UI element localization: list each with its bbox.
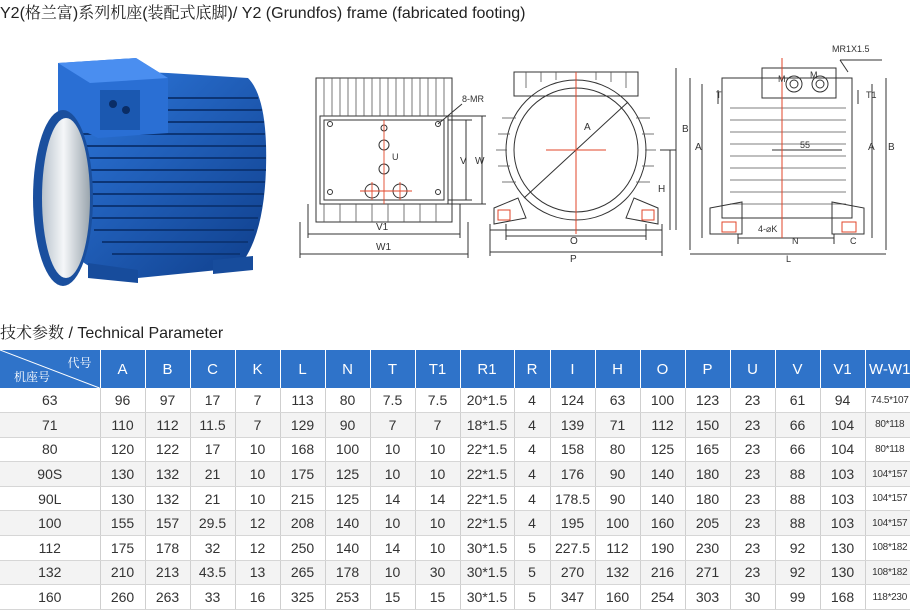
label-b-right: B — [888, 142, 895, 153]
table-cell: 132 — [145, 462, 190, 487]
frame-number-cell: 112 — [0, 536, 100, 561]
table-cell: 178 — [145, 536, 190, 561]
table-cell: 125 — [325, 462, 370, 487]
table-row — [0, 536, 910, 561]
table-cell: 5 — [514, 560, 550, 585]
label-m-left: M — [778, 74, 786, 84]
label-p: P — [570, 254, 577, 264]
table-cell: 23 — [730, 536, 775, 561]
table-cell: 4 — [514, 511, 550, 536]
label-mr1: MR1X1.5 — [832, 44, 870, 54]
table-cell: 23 — [730, 462, 775, 487]
table-cell: 178 — [325, 560, 370, 585]
table-cell: 325 — [280, 585, 325, 610]
table-cell: 80 — [595, 437, 640, 462]
table-cell: 103 — [820, 486, 865, 511]
frame-number-cell: 90S — [0, 462, 100, 487]
table-cell: 108*182 — [865, 536, 910, 561]
col-header: K — [235, 350, 280, 388]
table-cell: 90 — [325, 413, 370, 438]
col-header: W-W1 — [865, 350, 910, 388]
table-row — [0, 486, 910, 511]
table-cell: 195 — [550, 511, 595, 536]
table-cell: 80*118 — [865, 437, 910, 462]
table-cell: 5 — [514, 585, 550, 610]
table-cell: 63 — [595, 388, 640, 413]
table-cell: 176 — [550, 462, 595, 487]
label-4-k: 4-⌀K — [758, 224, 778, 234]
table-cell: 110 — [100, 413, 145, 438]
table-cell: 80 — [325, 388, 370, 413]
table-cell: 20*1.5 — [460, 388, 514, 413]
table-cell: 130 — [820, 536, 865, 561]
table-cell: 160 — [595, 585, 640, 610]
table-cell: 22*1.5 — [460, 462, 514, 487]
table-cell: 7 — [235, 388, 280, 413]
label-o: O — [570, 236, 578, 247]
table-cell: 88 — [775, 462, 820, 487]
motor-frame-image — [18, 38, 280, 288]
label-b-left: B — [682, 124, 689, 135]
col-header: L — [280, 350, 325, 388]
col-header: P — [685, 350, 730, 388]
table-row — [0, 388, 910, 413]
table-cell: 175 — [280, 462, 325, 487]
table-cell: 108*182 — [865, 560, 910, 585]
table-row — [0, 560, 910, 585]
table-cell: 205 — [685, 511, 730, 536]
col-header: O — [640, 350, 685, 388]
table-cell: 23 — [730, 511, 775, 536]
col-header: R — [514, 350, 550, 388]
col-header: T — [370, 350, 415, 388]
table-cell: 104*157 — [865, 486, 910, 511]
frame-number-cell: 71 — [0, 413, 100, 438]
table-cell: 347 — [550, 585, 595, 610]
table-cell: 7.5 — [415, 388, 460, 413]
table-cell: 66 — [775, 437, 820, 462]
table-cell: 11.5 — [190, 413, 235, 438]
table-cell: 30*1.5 — [460, 536, 514, 561]
table-cell: 265 — [280, 560, 325, 585]
table-cell: 10 — [415, 511, 460, 536]
side-view-drawing — [682, 38, 910, 264]
label-h: H — [658, 184, 666, 195]
table-cell: 158 — [550, 437, 595, 462]
table-body — [0, 388, 910, 609]
table-cell: 30*1.5 — [460, 585, 514, 610]
table-cell: 23 — [730, 560, 775, 585]
col-header: N — [325, 350, 370, 388]
table-cell: 208 — [280, 511, 325, 536]
table-cell: 43.5 — [190, 560, 235, 585]
table-cell: 100 — [640, 388, 685, 413]
table-cell: 21 — [190, 462, 235, 487]
table-cell: 90 — [595, 486, 640, 511]
table-cell: 4 — [514, 462, 550, 487]
table-cell: 99 — [775, 585, 820, 610]
table-cell: 71 — [595, 413, 640, 438]
table-cell: 23 — [730, 486, 775, 511]
parameter-table — [0, 350, 910, 610]
top-view-drawing — [296, 58, 490, 264]
table-cell: 33 — [190, 585, 235, 610]
table-cell: 122 — [145, 437, 190, 462]
front-view-drawing — [486, 58, 682, 264]
label-a: A — [584, 122, 591, 133]
label-n: N — [792, 236, 799, 246]
table-cell: 178.5 — [550, 486, 595, 511]
table-cell: 303 — [685, 585, 730, 610]
table-cell: 94 — [820, 388, 865, 413]
table-cell: 30 — [415, 560, 460, 585]
table-cell: 250 — [280, 536, 325, 561]
table-cell: 129 — [280, 413, 325, 438]
table-cell: 180 — [685, 486, 730, 511]
label-t1: T1 — [866, 90, 877, 100]
table-cell: 270 — [550, 560, 595, 585]
table-cell: 92 — [775, 560, 820, 585]
table-cell: 12 — [235, 511, 280, 536]
table-cell: 10 — [370, 511, 415, 536]
table-cell: 17 — [190, 437, 235, 462]
label-l: L — [786, 254, 792, 264]
table-cell: 124 — [550, 388, 595, 413]
table-cell: 22*1.5 — [460, 486, 514, 511]
frame-number-cell: 80 — [0, 437, 100, 462]
col-header: R1 — [460, 350, 514, 388]
table-cell: 150 — [685, 413, 730, 438]
table-cell: 180 — [685, 462, 730, 487]
table-cell: 140 — [640, 486, 685, 511]
table-cell: 29.5 — [190, 511, 235, 536]
label-u: U — [392, 152, 399, 162]
table-cell: 96 — [100, 388, 145, 413]
table-cell: 61 — [775, 388, 820, 413]
table-cell: 227.5 — [550, 536, 595, 561]
table-cell: 17 — [190, 388, 235, 413]
table-row — [0, 413, 910, 438]
table-cell: 92 — [775, 536, 820, 561]
label-c: C — [850, 236, 857, 246]
table-cell: 215 — [280, 486, 325, 511]
table-cell: 113 — [280, 388, 325, 413]
table-cell: 100 — [595, 511, 640, 536]
table-cell: 23 — [730, 437, 775, 462]
frame-number-cell: 132 — [0, 560, 100, 585]
table-cell: 80*118 — [865, 413, 910, 438]
table-cell: 97 — [145, 388, 190, 413]
table-cell: 10 — [235, 486, 280, 511]
table-cell: 104 — [820, 437, 865, 462]
table-cell: 4 — [514, 437, 550, 462]
page-title: Y2(格兰富)系列机座(装配式底脚)/ Y2 (Grundfos) frame (fabricated footing) — [0, 5, 526, 22]
table-cell: 253 — [325, 585, 370, 610]
table-cell: 10 — [370, 462, 415, 487]
table-cell: 190 — [640, 536, 685, 561]
table-cell: 14 — [415, 486, 460, 511]
table-cell: 112 — [595, 536, 640, 561]
section-subtitle: 技术参数 / Technical Parameter — [0, 325, 224, 342]
table-row — [0, 437, 910, 462]
table-cell: 32 — [190, 536, 235, 561]
table-cell: 125 — [640, 437, 685, 462]
table-cell: 10 — [415, 437, 460, 462]
table-cell: 254 — [640, 585, 685, 610]
table-cell: 130 — [100, 486, 145, 511]
label-v1: V1 — [376, 222, 389, 233]
table-cell: 22*1.5 — [460, 437, 514, 462]
header-corner — [0, 350, 100, 388]
table-cell: 14 — [370, 536, 415, 561]
table-cell: 15 — [370, 585, 415, 610]
table-cell: 10 — [235, 437, 280, 462]
table-cell: 100 — [325, 437, 370, 462]
table-cell: 271 — [685, 560, 730, 585]
table-cell: 90 — [595, 462, 640, 487]
table-cell: 130 — [100, 462, 145, 487]
table-cell: 155 — [100, 511, 145, 536]
table-cell: 4 — [514, 486, 550, 511]
label-w1: W1 — [376, 242, 391, 253]
table-cell: 10 — [235, 462, 280, 487]
table-cell: 5 — [514, 536, 550, 561]
col-header: V1 — [820, 350, 865, 388]
table-cell: 175 — [100, 536, 145, 561]
table-cell: 30*1.5 — [460, 560, 514, 585]
table-cell: 140 — [640, 462, 685, 487]
table-cell: 120 — [100, 437, 145, 462]
table-cell: 112 — [640, 413, 685, 438]
corner-code-label: 代号 — [67, 356, 92, 370]
col-header: T1 — [415, 350, 460, 388]
col-header: U — [730, 350, 775, 388]
table-cell: 168 — [820, 585, 865, 610]
table-cell: 18*1.5 — [460, 413, 514, 438]
table-cell: 139 — [550, 413, 595, 438]
table-cell: 104*157 — [865, 462, 910, 487]
table-cell: 103 — [820, 511, 865, 536]
table-cell: 10 — [370, 437, 415, 462]
table-cell: 132 — [595, 560, 640, 585]
label-55: 55 — [800, 140, 811, 150]
frame-number-cell: 90L — [0, 486, 100, 511]
label-a-left: A — [695, 142, 702, 153]
label-t: T — [716, 90, 722, 100]
table-cell: 23 — [730, 388, 775, 413]
table-row — [0, 511, 910, 536]
label-a-right: A — [868, 142, 875, 153]
label-8-mr: 8-MR — [462, 94, 484, 104]
table-cell: 13 — [235, 560, 280, 585]
col-header: A — [100, 350, 145, 388]
table-row — [0, 585, 910, 610]
table-cell: 230 — [685, 536, 730, 561]
table-cell: 125 — [325, 486, 370, 511]
table-cell: 14 — [370, 486, 415, 511]
col-header: C — [190, 350, 235, 388]
table-cell: 157 — [145, 511, 190, 536]
table-cell: 263 — [145, 585, 190, 610]
table-cell: 21 — [190, 486, 235, 511]
table-cell: 130 — [820, 560, 865, 585]
table-cell: 30 — [730, 585, 775, 610]
col-header: H — [595, 350, 640, 388]
frame-number-cell: 100 — [0, 511, 100, 536]
frame-number-cell: 160 — [0, 585, 100, 610]
table-cell: 160 — [640, 511, 685, 536]
table-cell: 7 — [370, 413, 415, 438]
table-cell: 104*157 — [865, 511, 910, 536]
table-cell: 213 — [145, 560, 190, 585]
table-cell: 7 — [415, 413, 460, 438]
col-header: I — [550, 350, 595, 388]
table-cell: 118*230 — [865, 585, 910, 610]
table-cell: 16 — [235, 585, 280, 610]
table-cell: 66 — [775, 413, 820, 438]
corner-frame-label: 机座号 — [14, 370, 51, 384]
table-cell: 88 — [775, 486, 820, 511]
table-cell: 4 — [514, 388, 550, 413]
table-cell: 123 — [685, 388, 730, 413]
col-header: B — [145, 350, 190, 388]
label-v: V — [460, 156, 467, 167]
table-cell: 112 — [145, 413, 190, 438]
table-cell: 210 — [100, 560, 145, 585]
table-cell: 23 — [730, 413, 775, 438]
table-cell: 7.5 — [370, 388, 415, 413]
table-row — [0, 462, 910, 487]
table-cell: 15 — [415, 585, 460, 610]
table-cell: 104 — [820, 413, 865, 438]
table-cell: 103 — [820, 462, 865, 487]
table-cell: 140 — [325, 511, 370, 536]
table-header-row — [0, 350, 910, 388]
frame-number-cell: 63 — [0, 388, 100, 413]
table-cell: 140 — [325, 536, 370, 561]
table-cell: 22*1.5 — [460, 511, 514, 536]
table-cell: 10 — [415, 462, 460, 487]
table-cell: 260 — [100, 585, 145, 610]
table-cell: 216 — [640, 560, 685, 585]
table-cell: 165 — [685, 437, 730, 462]
table-cell: 7 — [235, 413, 280, 438]
label-m-right: M — [810, 70, 818, 80]
col-header: V — [775, 350, 820, 388]
table-cell: 132 — [145, 486, 190, 511]
table-cell: 10 — [415, 536, 460, 561]
table-cell: 88 — [775, 511, 820, 536]
table-cell: 10 — [370, 560, 415, 585]
table-cell: 74.5*107 — [865, 388, 910, 413]
table-cell: 12 — [235, 536, 280, 561]
table-cell: 168 — [280, 437, 325, 462]
table-cell: 4 — [514, 413, 550, 438]
label-w: W — [475, 156, 485, 167]
